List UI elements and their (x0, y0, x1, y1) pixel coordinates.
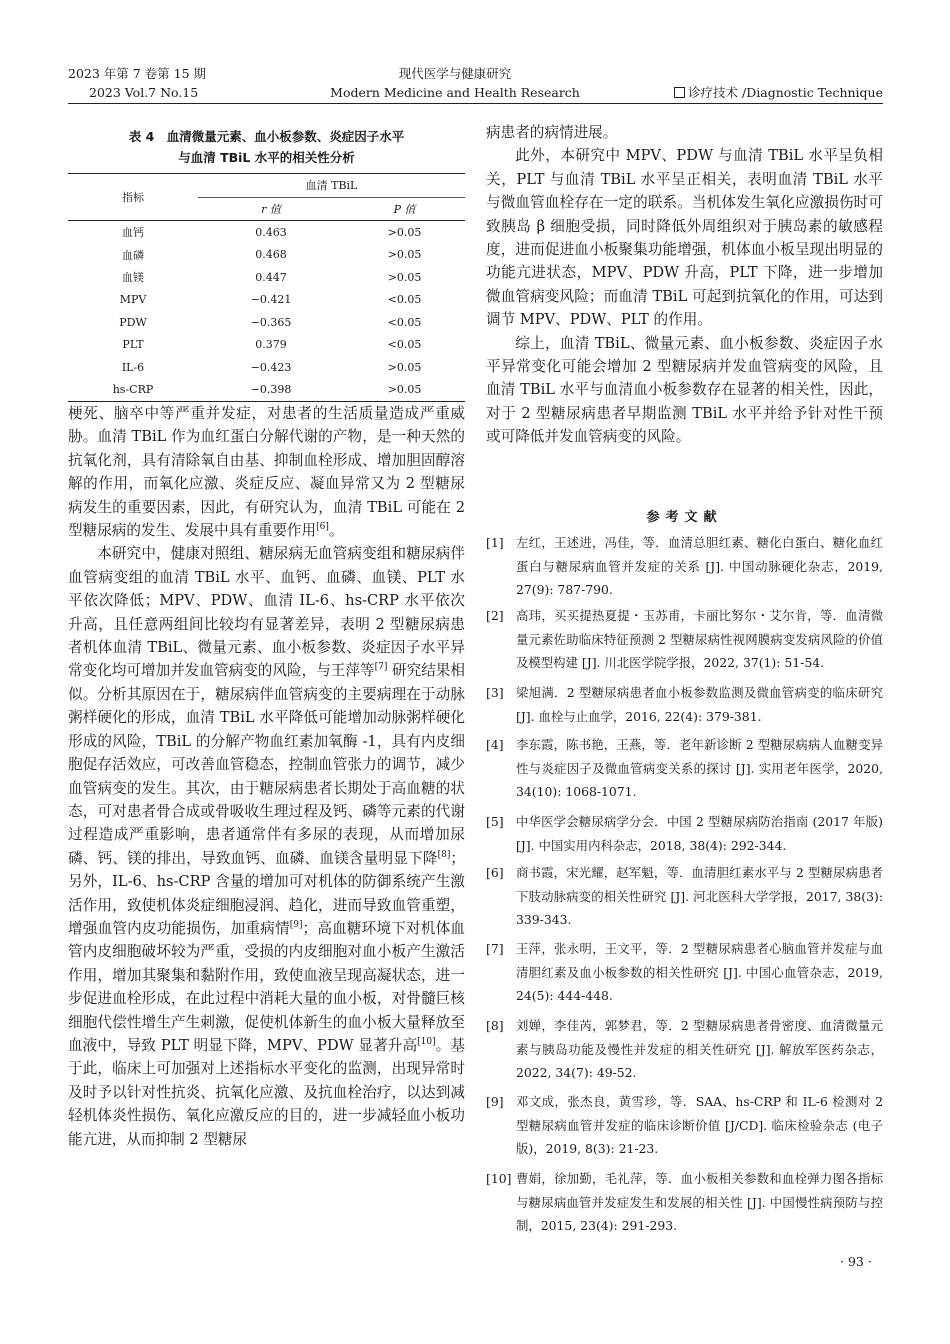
table-row (68, 289, 465, 312)
row-p: <0.05 (387, 315, 422, 329)
left-paragraph-1 (68, 402, 465, 542)
reference-item (486, 937, 883, 1008)
table-row (68, 266, 465, 289)
page-number: · 93 · (840, 1254, 872, 1269)
ref-text: 刘婵，李佳芮，郭梦君，等．2 型糖尿病患者骨密度、血清微量元素与胰岛功能及慢性并发症的相关性研究 [J]. 解放军医药杂志，2022, 34(7): 49-52. (516, 1018, 883, 1081)
citation: [8] (437, 849, 451, 860)
text: ；另外，IL-6、hs-CRP 含量的增加可对机体的防御系统产生激活作用，致使机体炎症细胞浸润、趋化，进而导致血管重塑，增强血管内皮功能损伤，加重病情 (68, 849, 465, 937)
citation: [7] (374, 662, 388, 673)
issue-cn: 2023 年第 7 卷第 15 期 (68, 66, 207, 81)
ref-text: 梁旭满．2 型糖尿病患者血小板参数监测及微血管病变的临床研究 [J]. 血栓与止血学，2016, 22(4): 379-381. (516, 685, 883, 724)
row-r: 0.379 (255, 338, 287, 352)
left-paragraph-2 (68, 542, 465, 1151)
col-p: P 值 (344, 197, 465, 221)
text: 。基于此，临床上可加强对上述指标水平变化的监测，出现异常时及时予以针对性抗炎、抗氧化应激、及抗血栓治疗，以达到减轻机体炎性损伤、氧化应激反应的目的，进一步减轻血小板功能亢进，从而抑制 2 型糖尿 (68, 1036, 465, 1148)
right-paragraph-2: 综上，血清 TBiL、微量元素、血小板参数、炎症因子水平异常变化可能会增加 2 型糖尿病并发血管病变的风险，且血清 TBiL 水平与血清血小板参数存在显著的相关性，因此，对于 2 型糖尿病患者早期监测 TBiL 水平并给予针对性干预或可降低并发血管病变的风险。 (486, 334, 883, 446)
section-label-text: 诊疗技术 /Diagnostic Technique (688, 85, 883, 100)
citation: [6] (316, 522, 329, 533)
ref-num: [3] (486, 685, 504, 700)
reference-item (486, 733, 883, 804)
table-row (68, 221, 465, 244)
row-p: <0.05 (387, 338, 422, 352)
text: 研究结果相似。分析其原因在于，糖尿病伴血管病变的主要病理在于动脉粥样硬化的形成，血清 TBiL 水平降低可能增加动脉粥样硬化形成的风险，TBiL 的分解产物血红素加氧酶 -1，具有内皮细胞促存活效应，可改善血管稳态，控制血管张力的调节，减少血管病变的发生。其次，由于糖尿病患者长期处于高血糖的状态，可对患者骨合成或骨吸收生理过程及钙、磷等元素的代谢过程造成严重影响，患者通常伴有多尿的表现，从而增加尿磷、钙、镁的排出，导致血钙、血磷、血镁含量明显下降 (68, 662, 465, 867)
reference-item (486, 531, 883, 602)
ref-text: 邓文成，张杰良，黄雪珍，等．SAA、hs-CRP 和 IL-6 检测对 2 型糖尿病血管并发症的临床诊断价值 [J/CD]. 临床检验杂志 (电子版)，2019, 8(3): 21-23. (516, 1094, 883, 1157)
ref-text: 中华医学会糖尿病学分会．中国 2 型糖尿病防治指南 (2017 年版)[J]. 中国实用内科杂志，2018, 38(4): 292-344. (516, 814, 883, 853)
col-r: r 值 (198, 197, 344, 221)
row-p: >0.05 (387, 248, 422, 262)
citation: [9] (289, 920, 303, 931)
text: ；高血糖环境下对机体血管内皮细胞破坏较为严重，受损的内皮细胞对血小板产生激活作用，增加其聚集和黏附作用，致使血液呈现高凝状态，进一步促进血栓形成，在此过程中消耗大量的血小板，对骨髓巨核细胞代偿性增生产生刺激，促使机体新生的血小板大量释放至血液中，导致 PLT 明显下降，MPV、PDW 显著升高 (68, 919, 465, 1054)
table-caption-line1: 表 4 血清微量元素、血小板参数、炎症因子水平 (128, 129, 405, 144)
header-rule (68, 103, 883, 104)
ref-text: 曹娟，徐加勤，毛礼萍，等．血小板相关参数和血栓弹力图各指标与糖尿病血管并发症发生和发展的相关性 [J]. 中国慢性病预防与控制，2015, 23(4): 291-293. (516, 1171, 883, 1234)
row-p: >0.05 (387, 360, 422, 374)
col-indicator: 指标 (68, 174, 198, 221)
ref-num: [7] (486, 941, 504, 956)
table-row (68, 356, 465, 379)
section-label (640, 85, 883, 101)
row-name: 血磷 (122, 248, 144, 262)
reference-item (486, 604, 883, 675)
ref-text: 李东霞，陈书艳，王燕，等．老年新诊断 2 型糖尿病病人血糖变异性与炎症因子及微血管病变关系的探讨 [J]. 实用老年医学，2020, 34(10): 1068-1071. (516, 737, 883, 800)
row-name: 血镁 (122, 271, 144, 285)
row-name: 血钙 (122, 226, 144, 240)
square-icon (674, 87, 685, 98)
ref-text: 左红，王述进，冯佳，等．血清总胆红素、糖化白蛋白、糖化血红蛋白与糖尿病血管并发症的关系 [J]. 中国动脉硬化杂志，2019, 27(9): 787-790. (516, 535, 883, 598)
ref-num: [9] (486, 1094, 504, 1109)
journal-title-cn: 现代医学与健康研究 (398, 66, 512, 81)
right-paragraph-0: 病患者的病情进展。 (486, 124, 618, 141)
col-group: 血清 TBiL (198, 174, 465, 198)
ref-text: 高玮，买买提热夏提・玉苏甫，卡丽比努尔・艾尔肯，等．血清微量元素佐助临床特征预测 2 型糖尿病性视网膜病变发病风险的价值及模型构建 [J]. 川北医学院学报，2022, 37(1): 51-54. (516, 608, 883, 671)
left-column (68, 402, 465, 1151)
ref-text: 商书霞，宋光耀，赵军魁，等．血清胆红素水平与 2 型糖尿病患者下肢动脉病变的相关性研究 [J]. 河北医科大学学报，2017, 38(3): 339-343. (516, 865, 883, 928)
table-row (68, 334, 465, 357)
right-column (486, 121, 883, 449)
references-title: 参考文献 (646, 510, 723, 525)
row-name: PDW (119, 315, 147, 329)
row-p: >0.05 (387, 383, 422, 397)
reference-item (486, 1090, 883, 1161)
row-r: −0.365 (250, 315, 292, 329)
citation: [10] (417, 1037, 436, 1048)
row-p: >0.05 (387, 225, 422, 239)
ref-text: 王萍，张永明，王文平，等．2 型糖尿病患者心脑血管并发症与血清胆红素及血小板参数的相关性研究 [J]. 中国心血管杂志，2019, 24(5): 444-448. (516, 941, 883, 1004)
reference-item (486, 1014, 883, 1085)
ref-num: [10] (486, 1171, 512, 1186)
table-row (68, 311, 465, 334)
ref-num: [2] (486, 608, 504, 623)
text: 。 (328, 522, 344, 540)
reference-item (486, 1167, 883, 1238)
right-paragraph-1: 此外，本研究中 MPV、PDW 与血清 TBiL 水平呈负相关，PLT 与血清 TBiL 水平呈正相关，表明血清 TBiL 水平与微血管血栓存在一定的联系。当机体发生氧化应激损伤时可致胰岛 β 细胞受损，同时降低外周组织对于胰岛素的敏感程度，进而促进血小板聚集功能增强，机体血小板呈现出明显的功能亢进状态，MPV、PDW 升高，PLT 下降，进一步增加微血管病变风险；而血清 TBiL 可起到抗氧化的作用，可达到调节 MPV、PDW、PLT 的作用。 (486, 147, 883, 329)
row-r: −0.398 (250, 383, 292, 397)
ref-num: [4] (486, 737, 504, 752)
text: 梗死、脑卒中等严重并发症，对患者的生活质量造成严重威胁。血清 TBiL 作为血红蛋白分解代谢的产物，是一种天然的抗氧化剂，具有清除氧自由基、抑制血栓形成、增加胆固醇溶解的作用，而氧化应激、炎症反应、凝血异常又为 2 型糖尿病发生的重要因素，因此，有研究认为，血清 TBiL 可能在 2 型糖尿病的发生、发展中具有重要作用 (68, 405, 465, 540)
row-name: MPV (119, 293, 147, 307)
row-name: PLT (122, 338, 144, 352)
table-caption-line2: 与血清 TBiL 水平的相关性分析 (178, 150, 355, 165)
table-row (68, 379, 465, 402)
text: 本研究中，健康对照组、糖尿病无血管病变组和糖尿病伴血管病变组的血清 TBiL 水平、血钙、血磷、血镁、PLT 水平依次降低；MPV、PDW、血清 IL-6、hs-CRP 水平依次升高，且任意两组间比较均有显著差异，表明 2 型糖尿病患者机体血清 TBiL、微量元素、血小板参数、炎症因子水平异常变化均可增加并发血管病变的风险，与王萍等 (68, 545, 465, 680)
row-r: 0.463 (255, 225, 287, 239)
ref-num: [1] (486, 535, 504, 550)
reference-item (486, 810, 883, 857)
journal-title-en: Modern Medicine and Health Research (330, 85, 580, 100)
ref-num: [8] (486, 1018, 504, 1033)
reference-item (486, 681, 883, 728)
ref-num: [5] (486, 814, 504, 829)
reference-item (486, 861, 883, 932)
correlation-table (68, 173, 465, 402)
row-name: hs-CRP (112, 383, 154, 397)
row-r: 0.447 (255, 270, 287, 284)
row-p: >0.05 (387, 270, 422, 284)
row-r: −0.423 (250, 360, 292, 374)
table-row (68, 244, 465, 267)
row-p: <0.05 (387, 293, 422, 307)
ref-num: [6] (486, 865, 504, 880)
row-r: 0.468 (255, 248, 287, 262)
issue-en: 2023 Vol.7 No.15 (89, 85, 199, 100)
row-r: −0.421 (250, 293, 292, 307)
row-name: IL-6 (121, 360, 145, 374)
